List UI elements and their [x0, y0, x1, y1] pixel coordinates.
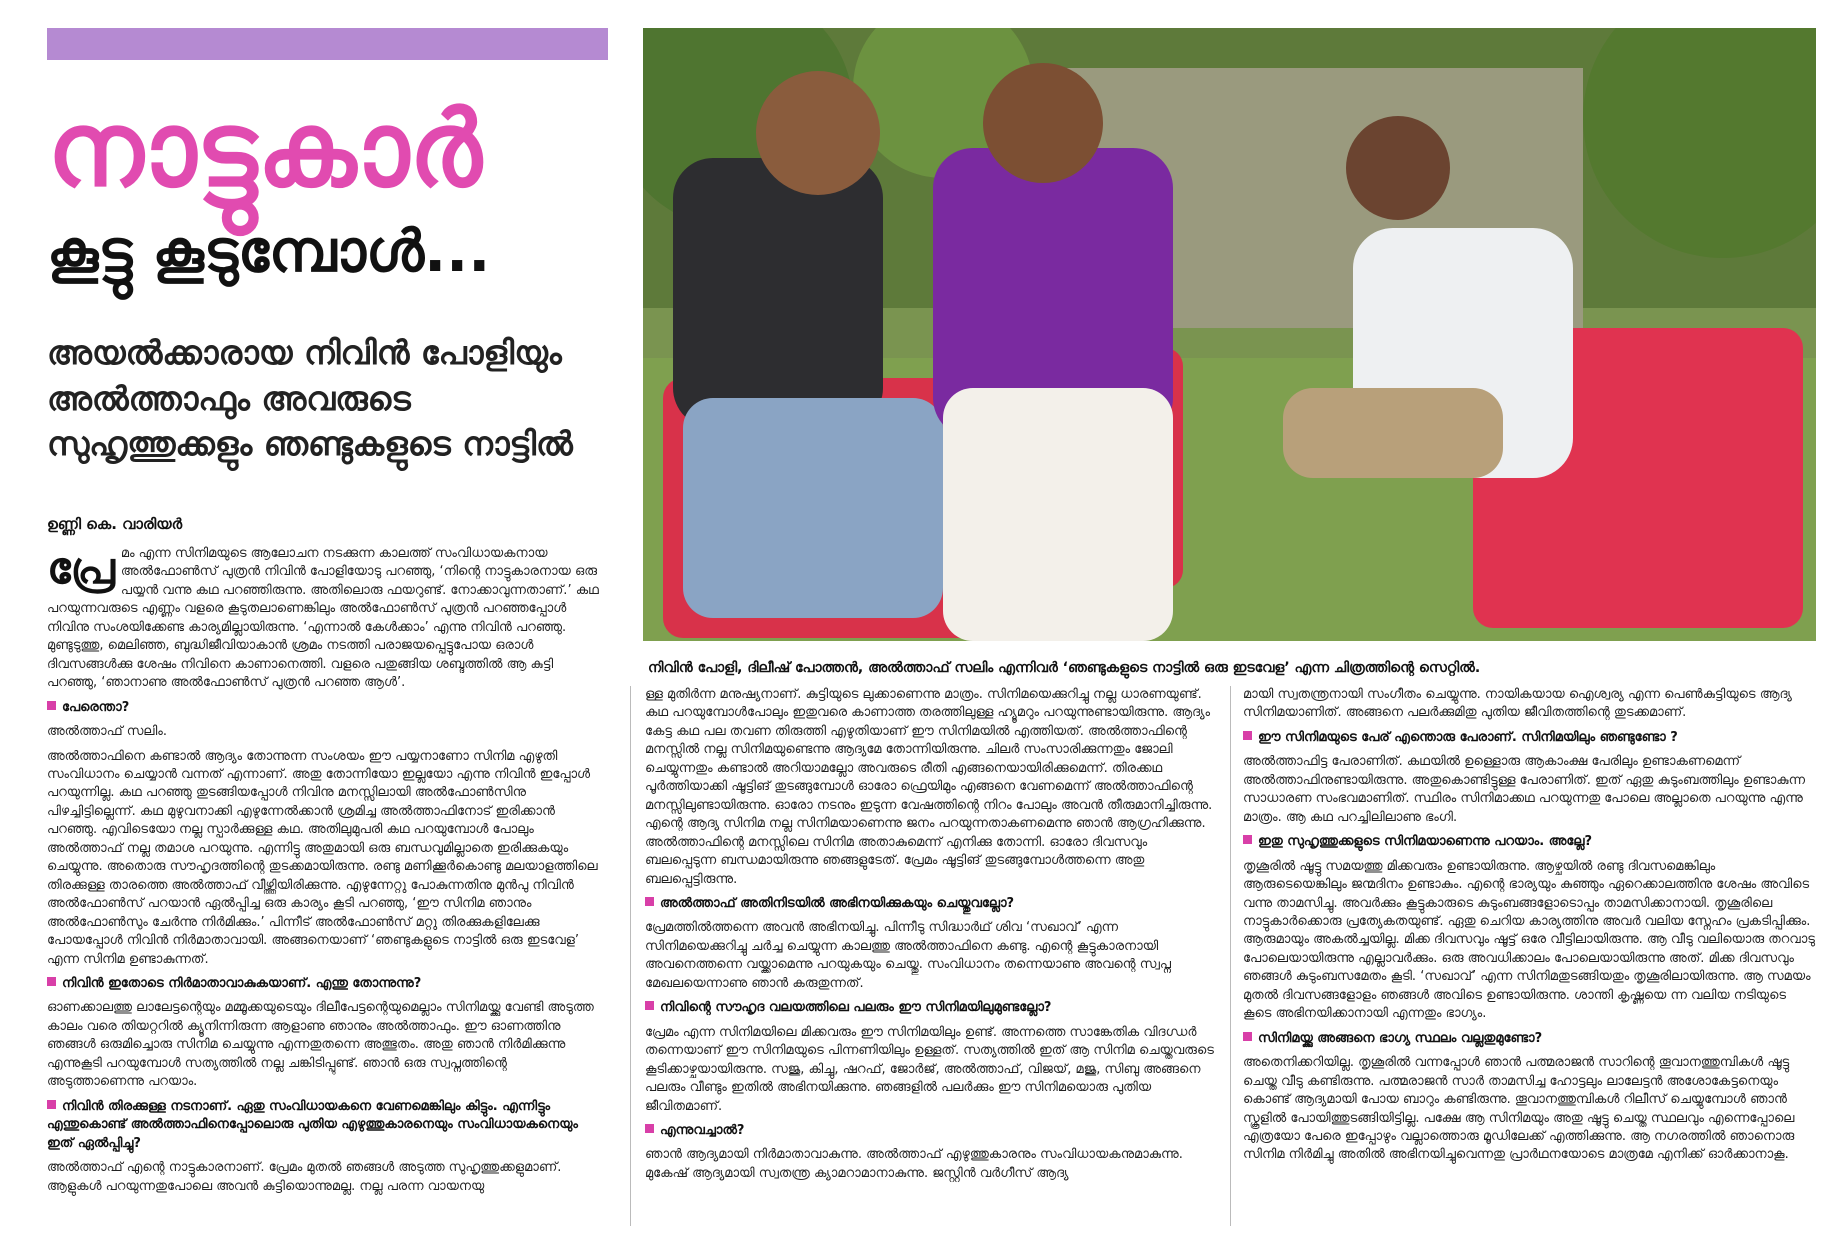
question-text: സിനിമയ്ക്കു അങ്ങനെ ഭാഗ്യ സ്ഥലം വല്ലതുമുണ്ടോ?	[1258, 1030, 1543, 1046]
article-column-2	[645, 686, 1218, 1189]
answer-paragraph: അൽത്താഫ് എന്റെ നാട്ടുകാരനാണ്. പ്രേമം മുതൽ ഞങ്ങൾ അടുത്ത സുഹൃത്തുക്കളുമാണ്. ആളുകൾ പറയുന്നതുപോലെ അവൻ കുട്ടിയൊന്നുമല്ല. നല്ല പരന്ന വായനയു	[47, 1160, 562, 1194]
question-bullet-icon	[1243, 835, 1252, 844]
article-column-1	[47, 545, 607, 1202]
column-rule	[630, 686, 631, 1226]
question	[47, 1098, 607, 1153]
drop-cap: പ്രേ	[47, 543, 115, 594]
question	[47, 699, 607, 717]
question-text: ഇതു സുഹൃത്തുക്കളുടെ സിനിമയാണെന്നു പറയാം. അല്ലേ?	[1258, 834, 1593, 850]
question-bullet-icon	[47, 977, 56, 986]
answer-paragraph: പ്രേമത്തിൽത്തന്നെ അവൻ അഭിനയിച്ചു. പിന്നീടു സിദ്ധാർഥ് ശിവ ‘സഖാവ്’ എന്ന സിനിമയെക്കുറിച്ചു ചർച്ച ചെയ്യുന്ന കാലത്തു അൽത്താഫിനെ കണ്ടു. എന്റെ കൂട്ടുകാരനായി അവനെത്തന്നെ വയ്ക്കാമെന്നു പറയുകയും ചെയ്തു. സംവിധാനം തന്നെയാണു അവന്റെ സ്വപ്ന മേഖലയെന്നാണു ഞാൻ കരുതുന്നത്.	[645, 920, 1171, 991]
byline: ഉണ്ണി കെ. വാരിയർ	[47, 515, 183, 533]
headline: നാട്ടുകാർ	[47, 88, 482, 210]
answer-paragraph: പ്രേമം എന്ന സിനിമയിലെ മിക്കവരും ഈ സിനിമയിലും ഉണ്ട്. അന്നത്തെ സാങ്കേതിക വിദഗ്ധർ തന്നെയാണ് ഈ സിനിമയുടെ പിന്നണിയിലും ഉള്ളത്. സത്യത്തിൽ ഇത് ആ സിനിമ ചെയ്തവരുടെ കൂടിക്കാഴ്ചയായിരുന്നു. സജു, കിച്ചു, ഷറഫ്, ജോർജ്, അൽത്താഫ്, വിജയ്, മജു, സിബു അങ്ങനെ പലരും വീണ്ടും ഇതിൽ അഭിനയിക്കുന്നു. ഞങ്ങളിൽ പലർക്കും ഈ സിനിമയൊരു പുതിയ ജീവിതമാണ്.	[645, 1024, 1214, 1114]
question-bullet-icon	[1243, 1032, 1252, 1041]
question	[1243, 1030, 1816, 1048]
answer-paragraph: തൃശൂരിൽ ഷൂട്ടു സമയത്തു മിക്കവരും ഉണ്ടായിരുന്നു. ആഴ്ചയിൽ രണ്ടു ദിവസമെങ്കിലും ആരുടെയെങ്കിലും ജന്മദിനം ഉണ്ടാകും. എന്റെ ഭാര്യയും കുഞ്ഞും ഏറെക്കാലത്തിനു ശേഷം അവിടെ വന്നു താമസിച്ചു. അവർക്കും കൂട്ടുകാരുടെ കുടുംബങ്ങളോടൊപ്പം താമസിക്കാനായി. തൃശൂരിലെ നാട്ടുകാർക്കൊരു പ്രത്യേകതയുണ്ട്. ഏതു ചെറിയ കാര്യത്തിനു അവർ വലിയ സ്നേഹം പ്രകടിപ്പിക്കും. ആരുമായും അകൽച്ചയില്ല. മിക്ക ദിവസവും ഷൂട്ട് ഒരേ വീട്ടിലായിരുന്നു. ആ വീടു വലിയൊരു തറവാടു പോലെയായിരുന്നു എല്ലാവർക്കും. ഒരു അവധിക്കാലം പോലെയായിരുന്നു അത്. മിക്ക ദിവസവും ഞങ്ങൾ കുടുംബസമേതം കൂടി. ‘സഖാവ്’ എന്ന സിനിമതുടങ്ങിയതും തൃശൂരിലായിരുന്നു. ആ സമയം മുതൽ ദിവസങ്ങളോളം ഞങ്ങൾ അവിടെ ഉണ്ടായിരുന്നു. ശാന്തി കൃഷ്ണയെ ന്ന വലിയ നടിയുടെ കൂടെ അഭിനയിക്കാനായി എന്നതും ഭാഗ്യം.	[1243, 858, 1815, 1022]
question-bullet-icon	[1243, 731, 1252, 740]
question	[645, 999, 1218, 1017]
answer-paragraph: അൽത്താഫ് സലിം.	[47, 724, 167, 740]
question	[645, 895, 1218, 913]
question-text: പേരെന്താ?	[62, 699, 130, 715]
question-text: ഈ സിനിമയുടെ പേര് എന്തൊരു പേരാണ്. സിനിമയിലും ഞണ്ടുണ്ടോ ?	[1258, 729, 1678, 745]
accent-bar	[47, 28, 608, 60]
question-text: അൽത്താഫ് അതിനിടയിൽ അഭിനയിക്കുകയും ചെയ്തുവല്ലോ?	[660, 895, 1015, 911]
answer-paragraph: ഞാൻ ആദ്യമായി നിർമാതാവാകുന്നു. അൽത്താഫ് എഴുത്തുകാരനും സംവിധായകനുമാകുന്നു. മുകേഷ് ആദ്യമായി സ്വതന്ത്ര ക്യാമറാമാനാകുന്നു. ജസ്റ്റിൻ വർഗീസ് ആദ്യ	[645, 1147, 1183, 1181]
question-text: നിവിന്റെ സൗഹൃദ വലയത്തിലെ പലരും ഈ സിനിമയിലുമുണ്ടല്ലോ?	[660, 1000, 1052, 1016]
intro-deck: അയൽക്കാരായ നിവിൻ പോളിയും അൽത്താഫും അവരുടെ സുഹൃത്തുക്കളും ഞണ്ടുകളുടെ നാട്ടിൽ	[47, 333, 573, 464]
lead-text: മം എന്ന സിനിമയുടെ ആലോചന നടക്കുന്ന കാലത്ത് സംവിധായകനായ അൽഫോൺസ് പുത്രൻ നിവിൻ പോളിയോടു പറഞ്ഞു, ‘നിന്റെ നാട്ടുകാരനായ ഒരു പയ്യൻ വന്നു കഥ പറഞ്ഞിരുന്നു. അതിലൊരു ഫയറുണ്ട്. നോക്കാവുന്നതാണ്.’ കഥ പറയുന്നവരുടെ എണ്ണം വളരെ കൂടുതലാണെങ്കിലും അൽഫോൺസ് പുത്രൻ പറഞ്ഞപ്പോൾ നിവിനു സംശയിക്കേണ്ട കാര്യമില്ലായിരുന്നു. ‘എന്നാൽ കേൾക്കാം’ എന്നു നിവിൻ പറഞ്ഞു. മുണ്ടുടുത്തു, മെലിഞ്ഞ, ബുദ്ധിജീവിയാകാൻ ശ്രമം നടത്തി പരാജയപ്പെട്ടുപോയ ഒരാൾ ദിവസങ്ങൾക്കു ശേഷം നിവിനെ കാണാനെത്തി. വളരെ പതുങ്ങിയ ശബ്ദത്തിൽ ആ കുട്ടി പറഞ്ഞു, ‘ഞാനാണു അൽഫോൺസ് പുത്രൻ പറഞ്ഞ ആൾ’.	[47, 546, 599, 691]
question-bullet-icon	[645, 1001, 654, 1010]
question-text: നിവിൻ തിരക്കുള്ള നടനാണ്. ഏതു സംവിധായകനെ വേണമെങ്കിലും കിട്ടും. എന്നിട്ടും എന്തുകൊണ്ട് അൽത്താഫിനെപ്പോലൊരു പുതിയ എഴുത്തുകാരനെയും സംവിധായകനെയും ഇത് ഏൽപ്പിച്ചു?	[47, 1098, 578, 1151]
answer-paragraph: അൽത്താഫിനെ കണ്ടാൽ ആദ്യം തോന്നുന്ന സംശയം ഈ പയ്യനാണോ സിനിമ എഴുതി സംവിധാനം ചെയ്യാൻ വന്നത് എന്നാണ്. അതു തോന്നിയോ ഇല്ലയോ എന്നു നിവിൻ ഇപ്പോൾ പറയുന്നില്ല. കഥ പറഞ്ഞു തുടങ്ങിയപ്പോൾ നിവിനു മനസ്സിലായി അൽഫോൺസിനു പിഴച്ചിട്ടില്ലെന്ന്. കഥ മുഴുവനാക്കി എഴുന്നേൽക്കാൻ ശ്രമിച്ച അൽത്താഫിനോട് ഇരിക്കാൻ പറഞ്ഞു. എവിടെയോ നല്ല സ്പാർക്കുള്ള കഥ. അതിലുമുപരി കഥ പറയുമ്പോൾ പോലും അൽത്താഫ് നല്ല തമാശ പറയുന്നു. എന്നിട്ടു അതുമായി ഒരു ബന്ധവുമില്ലാതെ ഇരിക്കുകയും ചെയ്യുന്നു. അതൊരു സൗഹൃദത്തിന്റെ തുടക്കമായിരുന്നു. രണ്ടു മണിക്കൂർകൊണ്ടു മലയാളത്തിലെ തിരക്കുള്ള താരത്തെ അൽത്താഫ് വീഴ്ത്തിയിരിക്കുന്നു. എഴുന്നേറ്റു പോകുന്നതിനു മുൻപു നിവിൻ അൽഫോൺസ് പറയാൻ ഏൽപ്പിച്ച ഒരു കാര്യം കൂടി പറഞ്ഞു, ‘ഈ സിനിമ ഞാനും അൽഫോൺസും ചേർന്നു നിർമിക്കും.’ പിന്നീട് അൽഫോൺസ് മറ്റു തിരക്കുകളിലേക്കു പോയപ്പോൾ നിവിൻ നിർമാതാവായി. അങ്ങനെയാണ് ‘ഞണ്ടുകളുടെ നാട്ടിൽ ഒരു ഇടവേള’ എന്ന സിനിമ ഉണ്ടാകുന്നത്.	[47, 748, 598, 967]
question-bullet-icon	[47, 701, 56, 710]
question	[645, 1122, 1218, 1140]
answer-paragraph: അൽത്താഫിട്ട പേരാണിത്. കഥയിൽ ഉള്ളൊരു ആകാംക്ഷ പേരിലും ഉണ്ടാകണമെന്ന് അൽത്താഫിനുണ്ടായിരുന്നു. അതുകൊണ്ടിട്ടുള്ള പേരാണിത്. ഇത് ഏതു കുടുംബത്തിലും ഉണ്ടാകുന്ന സാധാരണ സംഭവമാണിത്. സ്ഥിരം സിനിമാക്കഥ പറയുന്നതു പോലെ അല്ലാതെ പറയുന്നു എന്നു മാത്രം. ആ കഥ പറച്ചിലിലാണു ഭംഗി.	[1243, 754, 1805, 825]
answer-paragraph: ള്ള മുതിർന്ന മനുഷ്യനാണ്. കുട്ടിയുടെ ലുക്കാണെന്നു മാത്രം. സിനിമയെക്കുറിച്ചു നല്ല ധാരണയുണ്ട്. കഥ പറയുമ്പോൾപോലും ഇതുവരെ കാണാത്ത തരത്തിലുള്ള ഹ്യൂമറും പറയുന്നുണ്ടായിരുന്നു. ആദ്യം കേട്ട കഥ പല തവണ തിരുത്തി എഴുതിയാണ് ഈ സിനിമയിൽ എത്തിയത്. അൽത്താഫിന്റെ മനസ്സിൽ നല്ല സിനിമയുണ്ടെന്നു ആദ്യമേ തോന്നിയിരുന്നു. ചിലർ സംസാരിക്കുന്നതും ജോലി ചെയ്യുന്നതും കണ്ടാൽ അറിയാമല്ലോ അവരുടെ രീതി എങ്ങനെയായിരിക്കുമെന്ന്. തിരക്കഥ പൂർത്തിയാക്കി ഷൂട്ടിങ് തുടങ്ങുമ്പോൾ ഓരോ ഫ്രെയിമും എങ്ങനെ വേണമെന്ന് അൽത്താഫിന്റെ മനസ്സിലുണ്ടായിരുന്നു. ഓരോ നടനും ഇടുന്ന വേഷത്തിന്റെ നിറം പോലും അവൻ തീരുമാനിച്ചിരുന്നു. എന്റെ ആദ്യ സിനിമ നല്ല സിനിമയാണെന്നു ജനം പറയുന്നതാകണമെന്നു ഞാൻ ആഗ്രഹിക്കുന്നു. അൽത്താഫിന്റെ മനസ്സിലെ സിനിമ അതാകുമെന്ന് എനിക്കു തോന്നി. ഓരോ ദിവസവും ബലപ്പെടുന്ന ബന്ധമായിരുന്നു ഞങ്ങളുടേത്. പ്രേമം ഷൂട്ടിങ് തുടങ്ങുമ്പോൾത്തന്നെ അതു ബലപ്പെട്ടിരുന്നു.	[645, 687, 1213, 887]
answer-paragraph: ഓണക്കാലത്തു ലാലേട്ടന്റെയും മമ്മൂക്കയുടെയും ദിലീപേട്ടന്റെയുമെല്ലാം സിനിമയ്ക്കു വേണ്ടി അടുത്ത കാലം വരെ തിയറ്ററിൽ ക്യൂനിന്നിരുന്ന ആളാണു ഞാനും അൽത്താഫും. ഈ ഓണത്തിനു ഞങ്ങൾ ഒരുമിച്ചൊരു സിനിമ ചെയ്യുന്നു എന്നതുതന്നെ അത്ഭുതം. അതു ഞാൻ നിർമിക്കുന്നു എന്നുകൂടി പറയുമ്പോൾ സത്യത്തിൽ നല്ല ചങ്കിടിപ്പുണ്ട്. ഞാൻ ഒരു സ്വപ്നത്തിന്റെ അടുത്താണെന്നു പറയാം.	[47, 1000, 594, 1090]
question-bullet-icon	[645, 897, 654, 906]
article-column-3	[1243, 686, 1816, 1171]
question	[47, 975, 607, 993]
answer-paragraph: മായി സ്വതന്ത്രനായി സംഗീതം ചെയ്യുന്നു. നായികയായ ഐശ്വര്യ എന്ന പെൺകുട്ടിയുടെ ആദ്യ സിനിമയാണിത്. അങ്ങനെ പലർക്കുമിതു പുതിയ ജീവിതത്തിന്റെ തുടക്കമാണ്.	[1243, 687, 1792, 721]
column-rule	[1230, 686, 1231, 1226]
answer-paragraph: അതെനിക്കറിയില്ല. തൃശൂരിൽ വന്നപ്പോൾ ഞാൻ പത്മരാജൻ സാറിന്റെ തൂവാനത്തുമ്പികൾ ഷൂട്ടു ചെയ്ത വീടു കണ്ടിരുന്നു. പത്മരാജൻ സാർ താമസിച്ച ഹോട്ടലും ലാലേട്ടൻ അശോകേട്ടനെയും കൊണ്ട് ആദ്യമായി പോയ ബാറും കണ്ടിരുന്നു. തൂവാനത്തുമ്പികൾ റിലീസ് ചെയ്യുമ്പോൾ ഞാൻ സ്കൂളിൽ പോയിത്തുടങ്ങിയിട്ടില്ല. പക്ഷേ ആ സിനിമയും അതു ഷൂട്ടു ചെയ്ത സ്ഥലവും എന്നെപ്പോലെ എത്രയോ പേരെ ഇപ്പോഴും വല്ലാത്തൊരു മൂഡിലേക്ക് എത്തിക്കുന്നു. ആ നഗരത്തിൽ ഞാനൊരു സിനിമ നിർമിച്ചു അതിൽ അഭിനയിച്ചുവെന്നതു പ്രാർഥനയോടെ മാത്രമേ എനിക്ക് ഓർക്കാനാകൂ.	[1243, 1055, 1795, 1163]
question-text: എന്നുവച്ചാൽ?	[660, 1122, 745, 1138]
photo-illustration	[643, 28, 1816, 641]
article-photo	[643, 28, 1816, 641]
question-bullet-icon	[645, 1124, 654, 1133]
question-text: നിവിൻ ഇതോടെ നിർമാതാവാകുകയാണ്. എന്തു തോന്നുന്നു?	[62, 975, 422, 991]
lead-paragraph	[47, 545, 607, 693]
subheadline: കൂട്ടു കൂടുമ്പോൾ...	[47, 217, 491, 285]
question-bullet-icon	[47, 1100, 56, 1109]
question	[1243, 729, 1816, 747]
question	[1243, 833, 1816, 851]
photo-caption: നിവിൻ പോളി, ദിലീഷ് പോത്തൻ, അൽത്താഫ് സലിം എന്നിവർ ‘ഞണ്ടുകളുടെ നാട്ടിൽ ഒരു ഇടവേള’ എന്ന ചിത്രത്തിന്റെ സെറ്റിൽ.	[648, 660, 1481, 676]
